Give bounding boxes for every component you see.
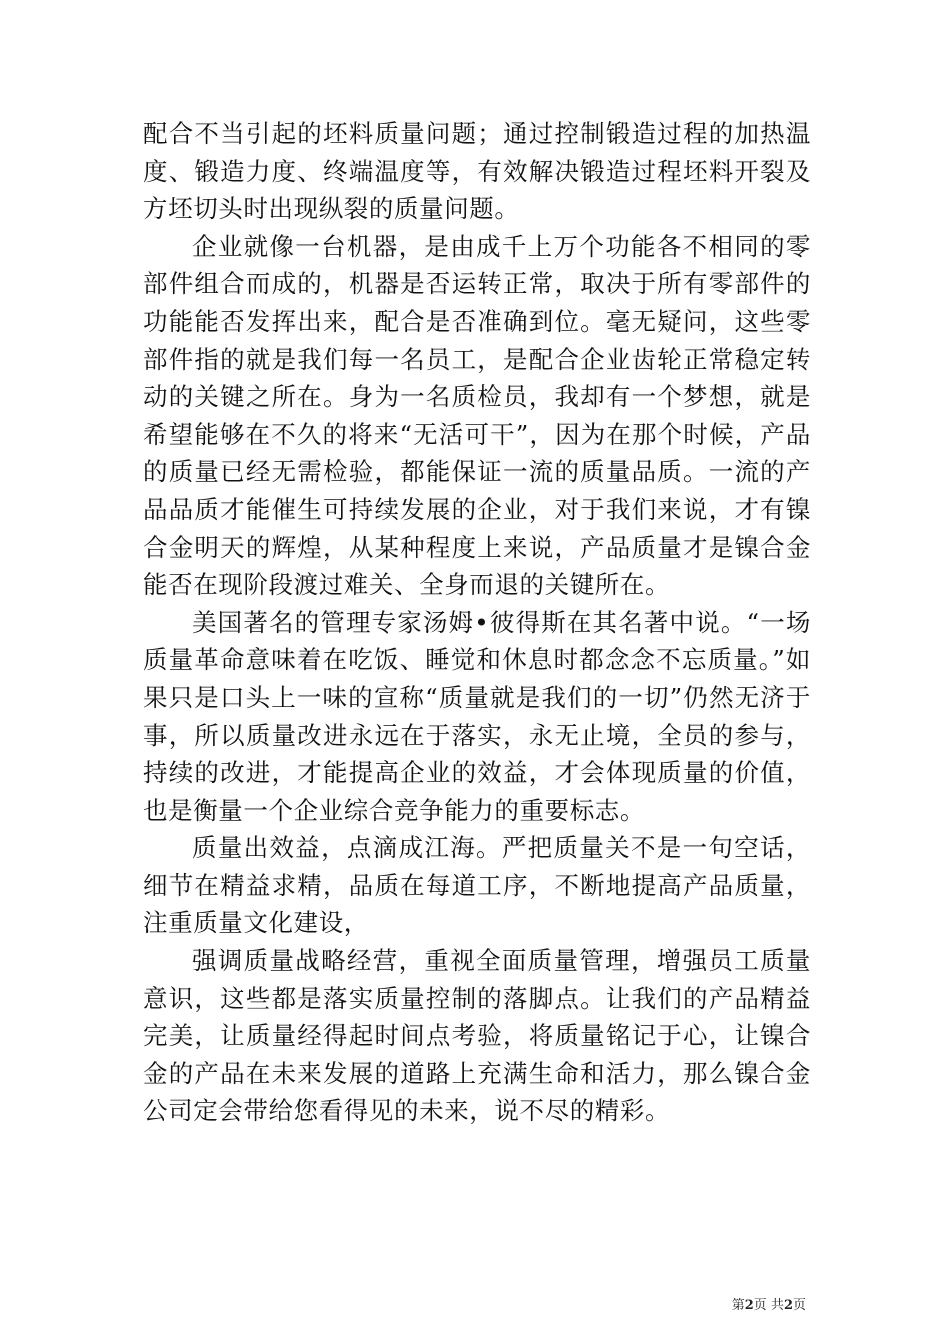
paragraph-quality-benefit: 质量出效益，点滴成江海。严把质量关不是一句空话，细节在精益求精，品质在每道工序，不断地提高产品质量，注重质量文化建设， — [143, 833, 811, 938]
page-number-footer — [732, 1298, 806, 1314]
document-body — [143, 115, 811, 1130]
footer-suffix: 页 — [792, 1298, 806, 1313]
footer-current-page: 2 — [744, 1298, 754, 1313]
paragraph-enterprise-machine: 企业就像一台机器，是由成千上万个功能各不相同的零部件组合而成的，机器是否运转正常，取决于所有零部件的功能能否发挥出来，配合是否准确到位。毫无疑问，这些零部件指的就是我们每一名员工，是配合企业齿轮正常稳定转动的关键之所在。身为一名质检员，我却有一个梦想，就是希望能够在不久的将来“无活可干”，因为在那个时候，产品的质量已经无需检验，都能保证一流的质量品质。一流的产品品质才能催生可持续发展的企业，对于我们来说，才有镍合金明天的辉煌，从某种程度上来说，产品质量才是镍合金能否在现阶段渡过难关、全身而退的关键所在。 — [143, 231, 811, 600]
footer-total-pages: 2 — [783, 1298, 793, 1313]
footer-prefix: 第 — [731, 1298, 745, 1313]
paragraph-quality-strategy: 强调质量战略经营，重视全面质量管理，增强员工质量意识，这些都是落实质量控制的落脚点。让我们的产品精益完美，让质量经得起时间点考验，将质量铭记于心，让镍合金的产品在未来发展的道路上充满生命和活力，那么镍合金公司定会带给您看得见的未来，说不尽的精彩。 — [143, 946, 811, 1126]
paragraph-continuation: 配合不当引起的坯料质量问题；通过控制锻造过程的加热温度、锻造力度、终端温度等，有效解决锻造过程坯料开裂及方坯切头时出现纵裂的质量问题。 — [143, 119, 811, 224]
footer-middle: 页 共 — [753, 1298, 784, 1313]
paragraph-quality-revolution: 美国著名的管理专家汤姆•彼得斯在其名著中说。“一场质量革命意味着在吃饭、睡觉和休息时都念念不忘质量。”如果只是口头上一味的宣称“质量就是我们的一切”仍然无济于事，所以质量改进永远在于落实，永无止境，全员的参与，持续的改进，才能提高企业的效益，才会体现质量的价值，也是衡量一个企业综合竞争能力的重要标志。 — [143, 607, 811, 825]
